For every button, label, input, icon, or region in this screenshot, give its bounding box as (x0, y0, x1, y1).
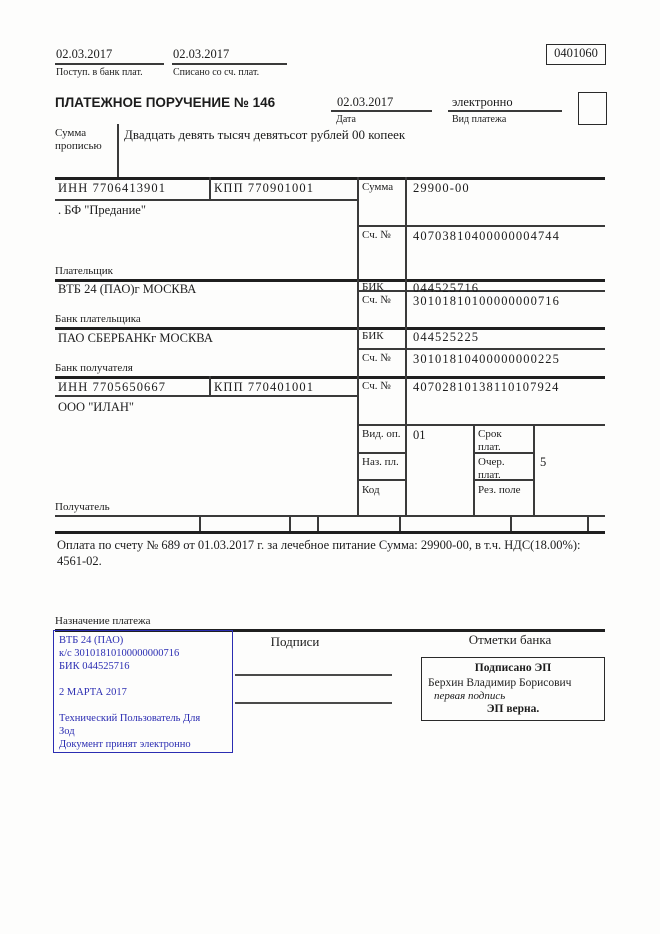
purpose-section-label: Назначение платежа (55, 615, 151, 627)
payee-account-label: Сч. № (362, 380, 391, 392)
strip-divider (399, 515, 401, 531)
payer-section-label: Плательщик (55, 265, 113, 277)
payer-name: . БФ "Предание" (58, 203, 146, 217)
table-line (55, 177, 605, 180)
table-line (55, 376, 605, 379)
payer-bank-account-value: 30101810100000000716 (413, 294, 560, 308)
strip-divider (199, 515, 201, 531)
date-label: Дата (336, 114, 356, 125)
received-date-label: Поступ. в банк плат. (56, 67, 143, 78)
payee-kpp: КПП 770401001 (214, 380, 315, 394)
amount-words-divider (117, 124, 119, 177)
strip-divider (587, 515, 589, 531)
payee-section-label: Получатель (55, 501, 110, 513)
stamp-line: Зод (59, 726, 75, 737)
payer-bank-bik-label: БИК (362, 281, 384, 293)
table-line (55, 199, 357, 201)
doc-title: ПЛАТЕЖНОЕ ПОРУЧЕНИЕ № 146 (55, 95, 276, 110)
payee-bank-account-label: Сч. № (362, 352, 391, 364)
payer-bank-account-label: Сч. № (362, 294, 391, 306)
payee-inn: ИНН 7705650667 (58, 380, 167, 394)
priority-value: 5 (540, 455, 547, 469)
strip-divider (289, 515, 291, 531)
signature-stamp-box (421, 657, 605, 721)
bank-marks-header: Отметки банка (468, 632, 552, 647)
payer-account-value: 40703810400000004744 (413, 229, 560, 243)
payer-bank-name: ВТБ 24 (ПАО)г МОСКВА (58, 282, 197, 296)
form-code-box (546, 44, 606, 65)
stamp-line: 2 МАРТА 2017 (59, 687, 127, 698)
table-line (357, 225, 605, 227)
payee-account-value: 40702810138110107924 (413, 380, 560, 394)
purpose-text-line2: 4561-02. (57, 554, 102, 568)
purpose-text-line1: Оплата по счету № 689 от 01.03.2017 г. за лечебное питание Сумма: 29900-00, в т.ч. НДС(18.00%): (57, 538, 581, 552)
payment-kind-underline (448, 110, 562, 112)
table-line (55, 395, 357, 397)
debited-date-underline (172, 63, 287, 65)
table-line (55, 327, 605, 330)
payee-bank-section-label: Банк получателя (55, 362, 133, 374)
op-type-label: Вид. оп. (362, 428, 401, 440)
signature-stamp-name: Берхин Владимир Борисович (428, 677, 572, 689)
payment-kind-label: Вид платежа (452, 114, 507, 125)
payer-bank-stamp (53, 630, 233, 753)
payer-inn: ИНН 7706413901 (58, 181, 167, 195)
table-line (55, 515, 605, 517)
strip-divider (317, 515, 319, 531)
table-line (405, 177, 407, 516)
code-label: Код (362, 484, 380, 496)
payee-bank-bik-value: 044525225 (413, 330, 480, 344)
stamp-line: к/с 30101810100000000716 (59, 648, 180, 659)
stamp-line: ВТБ 24 (ПАО) (59, 635, 124, 646)
amount-words-value: Двадцать девять тысяч девятьсот рублей 00 копеек (124, 127, 406, 142)
payment-kind-value: электронно (452, 95, 513, 109)
stamp-line: БИК 044525716 (59, 661, 130, 672)
table-line (209, 177, 211, 199)
table-line (357, 177, 359, 516)
debited-date-label: Списано со сч. плат. (173, 67, 260, 78)
stamp-line (59, 699, 227, 712)
op-type-value: 01 (413, 428, 426, 442)
date-underline (331, 110, 432, 112)
received-date-underline (55, 63, 164, 65)
table-line (358, 479, 405, 481)
pay-term-label: Срок плат. (478, 428, 502, 453)
stamp-line: Документ принят электронно (59, 739, 191, 750)
signature-line (235, 674, 392, 676)
naz-pl-label: Наз. пл. (362, 456, 399, 468)
signature-stamp-title: Подписано ЭП (474, 662, 552, 674)
table-line (473, 424, 475, 516)
debited-date-value: 02.03.2017 (173, 47, 230, 61)
signature-line (235, 702, 392, 704)
payee-name: ООО "ИЛАН" (58, 400, 134, 414)
signature-stamp-role: первая подпись (434, 690, 506, 702)
table-line (357, 290, 605, 292)
table-line (357, 348, 605, 350)
stamp-line (59, 673, 227, 686)
table-line (533, 424, 535, 516)
payee-bank-name: ПАО СБЕРБАНКг МОСКВА (58, 331, 213, 345)
payer-account-label: Сч. № (362, 229, 391, 241)
reserve-label: Рез. поле (478, 484, 521, 496)
amount-words-label: Сумма прописью (55, 127, 102, 152)
payer-bank-section-label: Банк плательщика (55, 313, 141, 325)
sum-value: 29900-00 (413, 181, 470, 195)
payer-kpp: КПП 770901001 (214, 181, 315, 195)
payer-bank-bik-value: 044525716 (413, 281, 480, 295)
strip-divider (510, 515, 512, 531)
signature-stamp-verified: ЭП верна. (486, 703, 540, 715)
date-value: 02.03.2017 (337, 95, 394, 109)
payee-bank-account-value: 30101810400000000225 (413, 352, 560, 366)
form-code: 0401060 (554, 46, 598, 60)
table-line (357, 424, 605, 426)
payment-kind-box (578, 92, 607, 125)
received-date-value: 02.03.2017 (56, 47, 113, 61)
payee-bank-bik-label: БИК (362, 330, 384, 342)
sum-label: Сумма (362, 181, 394, 193)
table-line (358, 452, 405, 454)
stamp-line: Технический Пользователь Для (59, 713, 201, 724)
priority-label: Очер. плат. (478, 456, 505, 481)
signatures-header: Подписи (270, 634, 320, 649)
table-line (209, 376, 211, 395)
table-line (55, 531, 605, 534)
